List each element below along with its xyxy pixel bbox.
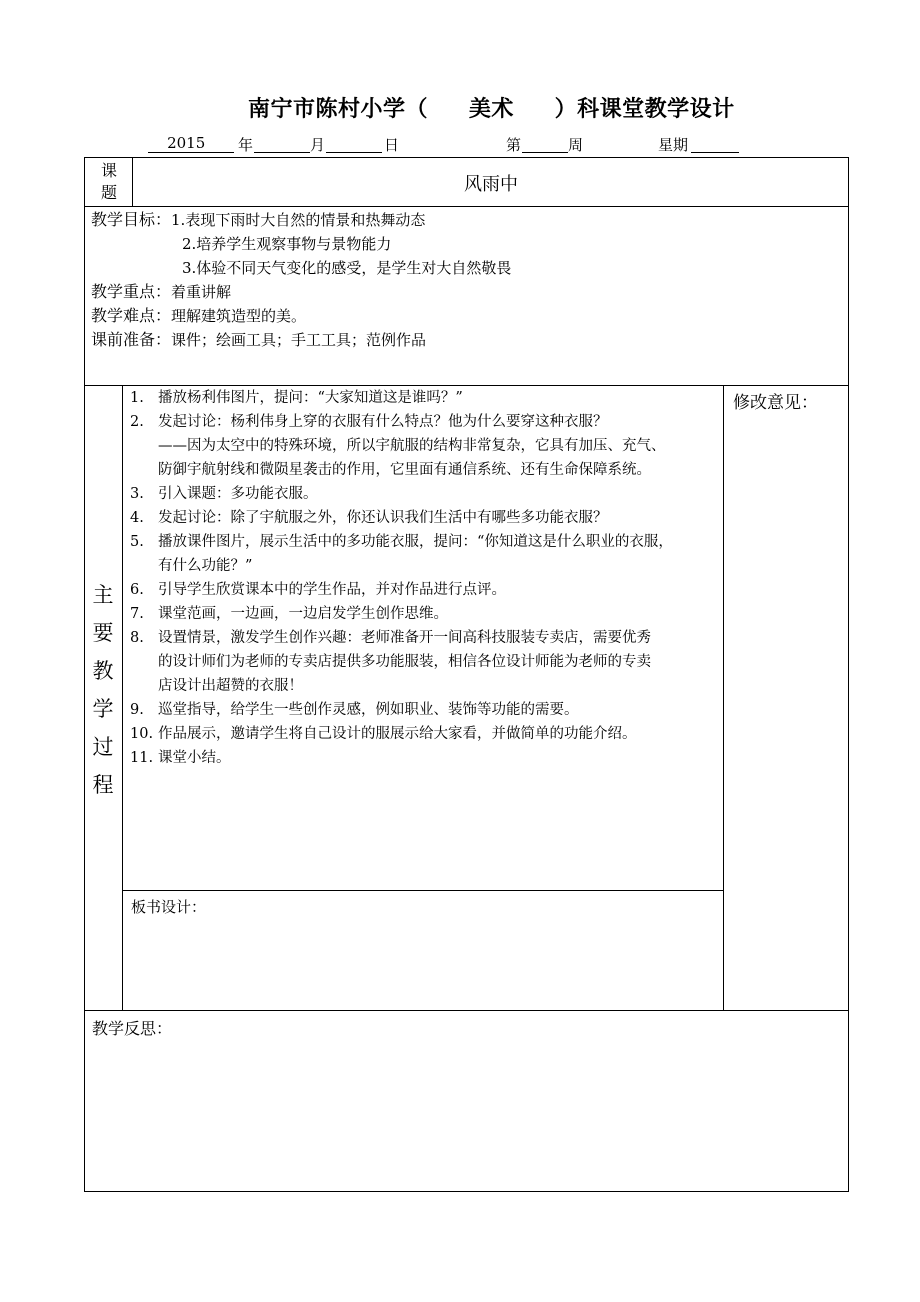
process-steps: [130, 386, 720, 770]
list-item: 5. 播放课件图片，展示生活中的多功能衣服，提问：“你知道这是什么职业的衣服， 有什么功能？”: [130, 534, 673, 574]
month-field: [254, 134, 310, 153]
prep-row: [91, 328, 841, 352]
goal-item: 2.培养学生观察事物与景物能力: [182, 235, 392, 253]
weekday-label: 星期: [658, 136, 689, 154]
prep-value: 课件；绘画工具；手工工具；范例作品: [171, 331, 427, 349]
day-field: [326, 134, 382, 153]
week-prefix: 第: [506, 136, 522, 154]
process-row-border: [84, 1010, 849, 1011]
month-label: 月: [310, 136, 326, 154]
list-item: 1. 播放杨利伟图片，提问：“大家知道这是谁吗？”: [130, 390, 463, 406]
week-suffix: 周: [568, 136, 584, 154]
day-label: 日: [384, 136, 400, 154]
list-item: 10. 作品展示，邀请学生将自己设计的服展示给大家看，并做简单的功能介绍。: [130, 726, 637, 742]
year-field: 2015: [148, 134, 234, 153]
list-item: 8. 设置情景，激发学生创作兴趣：老师准备开一间高科技服装专卖店，需要优秀 的设计师们为老师的专卖店提供多功能服装，相信各位设计师能为老师的专卖 店设计出超赞的衣服！: [130, 630, 651, 694]
list-item: 9. 巡堂指导，给学生一些创作灵感，例如职业、装饰等功能的需要。: [130, 702, 579, 718]
key-point-value: 着重讲解: [171, 283, 232, 301]
revision-notes-label: 修改意见：: [733, 393, 818, 413]
year-label: 年: [238, 136, 254, 154]
list-item: 7. 课堂范画，一边画，一边启发学生创作思维。: [130, 606, 448, 622]
goals-section: [91, 208, 841, 352]
process-label-divider: [122, 385, 123, 1011]
title-suffix: ）科课堂教学设计: [554, 97, 735, 122]
topic-value: 风雨中: [464, 174, 518, 195]
difficulty-row: [91, 304, 841, 328]
process-label: 主 要 教 学 过 程: [92, 583, 114, 797]
weekday-field: [691, 134, 739, 153]
key-point-row: [91, 280, 841, 304]
goals-label: 教学目标：: [91, 210, 172, 229]
list-item: 11. 课堂小结。: [130, 750, 231, 766]
title-subject: 美术: [468, 97, 514, 122]
key-point-label: 教学重点：: [91, 282, 172, 301]
week-field: [522, 134, 568, 153]
table-bottom-border: [84, 1191, 849, 1192]
page-title: [248, 92, 788, 123]
prep-label: 课前准备：: [91, 330, 172, 349]
difficulty-value: 理解建筑造型的美。: [171, 307, 307, 325]
difficulty-label: 教学难点：: [91, 306, 172, 325]
goal-item: 1.表现下雨时大自然的情景和热舞动态: [171, 211, 426, 229]
list-item: 3. 引入课题：多功能衣服。: [130, 486, 318, 502]
list-item: 2. 发起讨论：杨利伟身上穿的衣服有什么特点？他为什么要穿这种衣服？ ——因为太空中的特殊环境，所以宇航服的结构非常复杂，它具有加压、充气、 防御宇航射线和微陨星袭击的作用，它里面有通信系统、还有生命保障系统。: [130, 414, 666, 478]
list-item: 6. 引导学生欣赏课本中的学生作品，并对作品进行点评。: [130, 582, 506, 598]
list-item: 4. 发起讨论：除了宇航服之外，你还认识我们生活中有哪些多功能衣服？: [130, 510, 608, 526]
table-right-border: [848, 157, 849, 1192]
notes-divider: [723, 385, 724, 1011]
topic-row-border: [84, 206, 849, 207]
title-school: 南宁市陈村小学（: [248, 97, 429, 122]
date-line: [148, 134, 768, 156]
board-row-border: [122, 890, 724, 891]
board-design-label: 板书设计：: [131, 898, 207, 916]
topic-label: 课 题: [100, 161, 117, 202]
reflection-label: 教学反思：: [92, 1019, 173, 1038]
goal-item: 3.体验不同天气变化的感受，是学生对大自然敬畏: [182, 259, 512, 277]
goal-row: [91, 208, 841, 232]
table-top-border: [84, 157, 849, 158]
